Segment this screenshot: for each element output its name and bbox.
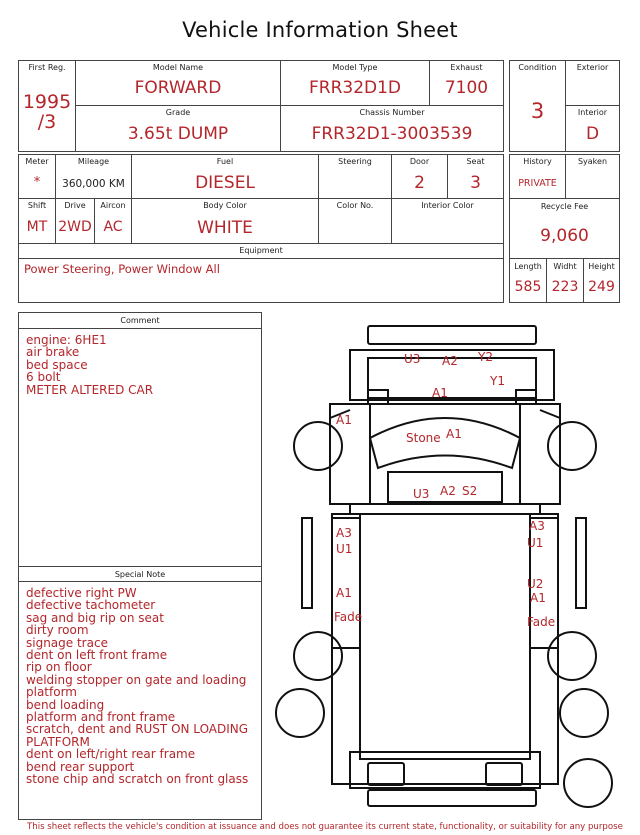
body-color-cell: [131, 198, 319, 244]
chassis-number-value: FRR32D1-3003539: [311, 124, 473, 144]
mark-roof-y2: Y2: [478, 350, 493, 364]
width-cell: [546, 258, 584, 303]
body-color-label: Body Color: [203, 201, 247, 210]
note-line: platform: [26, 685, 77, 700]
door-cell: [391, 154, 448, 199]
recycle-fee-label: Recycle Fee: [540, 202, 589, 211]
note-line: welding stopper on gate and loading: [26, 672, 247, 687]
door-label: Door: [409, 157, 430, 166]
recycle-fee-value: 9,060: [540, 226, 589, 246]
history-cell: [509, 154, 566, 199]
note-line: dent on left/right rear frame: [26, 747, 196, 762]
first-reg-month: /3: [37, 111, 57, 133]
equipment-value: Power Steering, Power Window All: [24, 262, 220, 276]
first-reg-label: First Reg.: [28, 63, 66, 72]
interior-label: Interior: [577, 108, 608, 117]
special-note-list: [26, 587, 257, 786]
comment-label: Comment: [120, 316, 160, 325]
chassis-number-cell: [280, 105, 504, 152]
equipment-cell: [18, 243, 504, 303]
equipment-label: Equipment: [239, 246, 283, 255]
note-line: rip on floor: [26, 660, 92, 675]
color-no-cell: [318, 198, 392, 244]
color-no-label: Color No.: [336, 201, 374, 210]
condition-value: 3: [530, 99, 545, 123]
history-label: History: [523, 157, 552, 166]
mark-windshield-top-a1: A1: [432, 386, 448, 400]
mark-windshield-a1: A1: [446, 427, 462, 441]
exhaust-label: Exhaust: [450, 63, 483, 72]
note-line: scratch, dent and RUST ON LOADING: [26, 722, 249, 737]
syaken-cell: [565, 154, 620, 199]
history-value: PRIVATE: [518, 178, 557, 189]
condition-cell: [509, 60, 566, 152]
note-line: dent on left front frame: [26, 648, 168, 663]
seat-cell: [447, 154, 504, 199]
seat-value: 3: [470, 173, 481, 193]
note-line: signage trace: [26, 635, 108, 650]
shift-label: Shift: [27, 201, 47, 210]
condition-label: Condition: [518, 63, 557, 72]
meter-cell: [18, 154, 56, 199]
drive-value: 2WD: [58, 219, 92, 235]
mark-front-left-a1: A1: [336, 413, 352, 427]
truck-damage-diagram: [270, 318, 635, 818]
fuel-label: Fuel: [216, 157, 234, 166]
model-type-value: FRR32D1D: [308, 78, 402, 98]
note-line: stone chip and scratch on front glass: [26, 772, 249, 787]
model-type-cell: [280, 60, 430, 106]
mileage-value: 360,000 KM: [62, 178, 125, 190]
meter-value: *: [33, 175, 41, 190]
comment-line: engine: 6HE1: [26, 333, 107, 347]
comment-panel: [18, 312, 262, 820]
first-reg-year: 1995: [22, 91, 72, 113]
interior-color-cell: [391, 198, 504, 244]
length-cell: [509, 258, 547, 303]
mark-roof-u3: U3: [404, 352, 421, 366]
seat-label: Seat: [466, 157, 485, 166]
height-label: Height: [588, 262, 615, 271]
comment-line: bed space: [26, 357, 88, 372]
meter-label: Meter: [25, 157, 49, 166]
model-name-value: FORWARD: [134, 78, 222, 98]
mark-right-u2: U2: [527, 577, 544, 591]
syaken-label: Syaken: [577, 157, 608, 166]
mileage-cell: [55, 154, 132, 199]
note-line: dirty room: [26, 623, 89, 638]
aircon-value: AC: [103, 219, 123, 235]
interior-value: D: [585, 124, 600, 144]
comment-line: air brake: [26, 345, 80, 360]
page-title: Vehicle Information Sheet: [182, 18, 458, 42]
comment-list: [26, 334, 257, 396]
mark-right-fade: Fade: [527, 615, 556, 629]
mark-windshield-stone: Stone: [406, 431, 441, 445]
mark-right-u1: U1: [527, 536, 544, 550]
model-type-label: Model Type: [332, 63, 378, 72]
steering-label: Steering: [338, 157, 372, 166]
model-name-cell: [75, 60, 281, 106]
note-line: defective tachometer: [26, 598, 156, 613]
note-line: PLATFORM: [26, 734, 90, 749]
drive-label: Drive: [64, 201, 86, 210]
mark-right-a3: A3: [529, 519, 545, 533]
height-value: 249: [588, 279, 615, 295]
first-reg-cell: [18, 60, 76, 152]
width-value: 223: [551, 279, 579, 295]
mark-left-u1: U1: [336, 542, 353, 556]
shift-value: MT: [26, 219, 48, 235]
shift-cell: [18, 198, 56, 244]
door-value: 2: [414, 173, 425, 193]
comment-line: METER ALTERED CAR: [26, 382, 154, 397]
note-line: defective right PW: [26, 586, 137, 600]
length-label: Length: [514, 262, 542, 271]
fuel-value: DIESEL: [195, 173, 255, 193]
exterior-label: Exterior: [576, 63, 609, 72]
mark-right-a1: A1: [530, 591, 546, 605]
note-line: bend loading: [26, 697, 105, 712]
interior-cell: [565, 105, 620, 152]
special-note-label: Special Note: [114, 570, 166, 579]
mark-cab-bottom-a2: A2: [440, 484, 456, 498]
grade-value: 3.65t DUMP: [127, 124, 229, 144]
height-cell: [583, 258, 620, 303]
note-line: sag and big rip on seat: [26, 610, 164, 625]
steering-cell: [318, 154, 392, 199]
mark-roof-a2: A2: [442, 354, 458, 368]
mark-cab-bottom-s2: S2: [462, 484, 478, 498]
mark-left-a1: A1: [336, 586, 352, 600]
mark-left-a3: A3: [336, 526, 352, 540]
aircon-cell: [94, 198, 132, 244]
grade-cell: [75, 105, 281, 152]
note-line: platform and front frame: [26, 710, 176, 725]
mileage-label: Mileage: [77, 157, 110, 166]
body-color-value: WHITE: [197, 218, 253, 238]
mark-cab-bottom-u3: U3: [413, 487, 430, 501]
interior-color-label: Interior Color: [421, 201, 474, 210]
grade-label: Grade: [165, 108, 191, 117]
drive-cell: [55, 198, 95, 244]
length-value: 585: [514, 279, 542, 295]
width-label: Widht: [553, 262, 577, 271]
mark-left-fade: Fade: [334, 610, 363, 624]
exhaust-cell: [429, 60, 504, 106]
recycle-fee-cell: [509, 198, 620, 259]
chassis-number-label: Chassis Number: [359, 108, 425, 117]
note-line: bend rear support: [26, 759, 135, 774]
exterior-cell: [565, 60, 620, 106]
model-name-label: Model Name: [152, 63, 204, 72]
disclaimer-footer: This sheet reflects the vehicle's condition at issuance and does not guarantee its current state, functionality, or suitability for any purpose: [27, 822, 623, 832]
comment-line: 6 bolt: [26, 370, 61, 385]
fuel-cell: [131, 154, 319, 199]
aircon-label: Aircon: [100, 201, 126, 210]
mark-roof-y1: Y1: [490, 374, 505, 388]
exhaust-value: 7100: [444, 78, 489, 98]
